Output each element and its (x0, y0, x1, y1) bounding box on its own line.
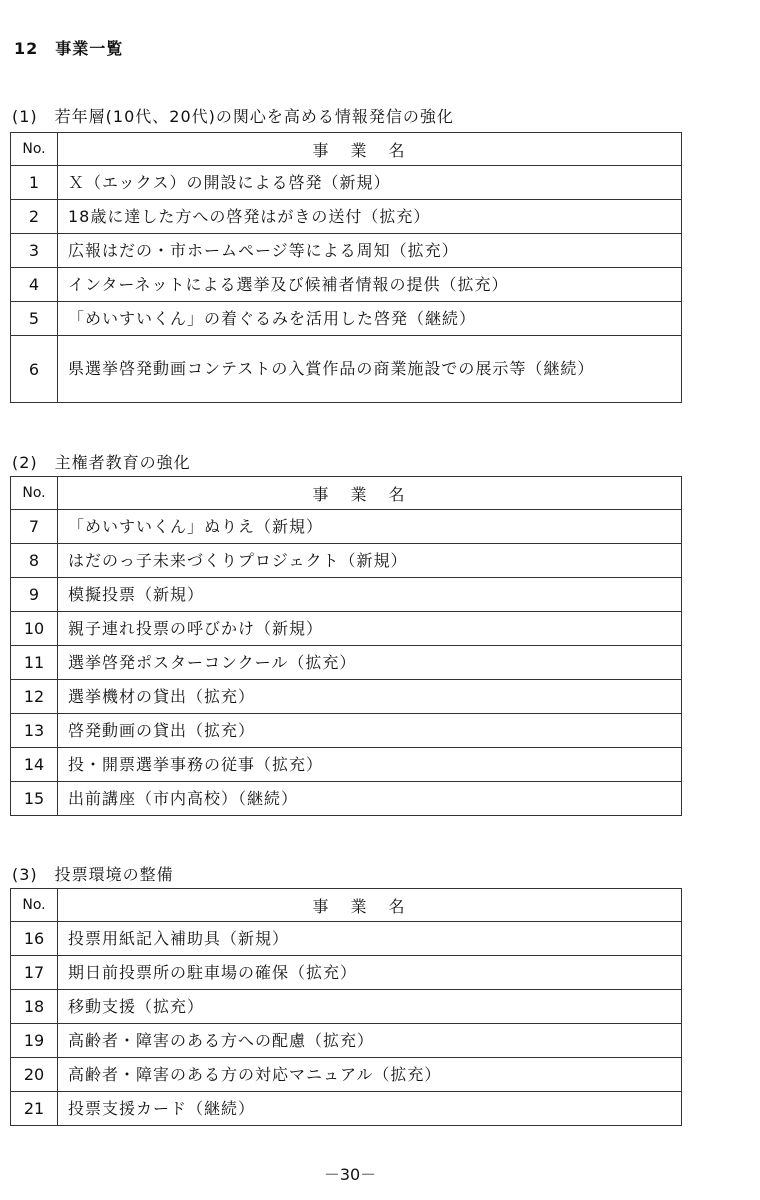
table-row (11, 922, 682, 956)
row-no: 20 (11, 1058, 58, 1092)
page-number: －30－ (323, 1165, 377, 1184)
row-no: 1 (11, 166, 58, 200)
table-row (11, 544, 682, 578)
section-3-heading: (3) 投票環境の整備 (12, 865, 174, 884)
row-name: 選挙機材の貸出（拡充） (58, 680, 682, 714)
row-name: 高齢者・障害のある方の対応マニュアル（拡充） (58, 1058, 682, 1092)
table-header-row (11, 889, 682, 922)
table-row (11, 510, 682, 544)
row-no: 16 (11, 922, 58, 956)
table-row (11, 336, 682, 403)
row-no: 3 (11, 234, 58, 268)
column-header-no: No. (11, 477, 58, 510)
row-name: 移動支援（拡充） (58, 990, 682, 1024)
row-no: 10 (11, 612, 58, 646)
column-header-name: 事業名 (58, 889, 682, 922)
column-header-no: No. (11, 133, 58, 166)
row-name: はだのっ子未来づくりプロジェクト（新規） (58, 544, 682, 578)
table-row (11, 990, 682, 1024)
row-no: 17 (11, 956, 58, 990)
row-name: 「めいすいくん」ぬりえ（新規） (58, 510, 682, 544)
section-1-table (10, 132, 682, 403)
table-header-row (11, 477, 682, 510)
row-no: 13 (11, 714, 58, 748)
row-no: 21 (11, 1092, 58, 1126)
document-title: 12 事業一覧 (14, 39, 124, 58)
row-name: 投票用紙記入補助具（新規） (58, 922, 682, 956)
row-name: Ｘ（エックス）の開設による啓発（新規） (58, 166, 682, 200)
table-row (11, 1058, 682, 1092)
row-no: 12 (11, 680, 58, 714)
row-name: 選挙啓発ポスターコンクール（拡充） (58, 646, 682, 680)
table-row (11, 956, 682, 990)
row-no: 5 (11, 302, 58, 336)
row-name: 啓発動画の貸出（拡充） (58, 714, 682, 748)
row-no: 6 (11, 336, 58, 403)
row-no: 8 (11, 544, 58, 578)
section-3-table (10, 888, 682, 1126)
row-no: 9 (11, 578, 58, 612)
row-name: 「めいすいくん」の着ぐるみを活用した啓発（継続） (58, 302, 682, 336)
row-name: 18歳に達した方への啓発はがきの送付（拡充） (58, 200, 682, 234)
row-name: 高齢者・障害のある方への配慮（拡充） (58, 1024, 682, 1058)
table-row (11, 1092, 682, 1126)
table-header-row (11, 133, 682, 166)
row-no: 15 (11, 782, 58, 816)
row-name: インターネットによる選挙及び候補者情報の提供（拡充） (58, 268, 682, 302)
row-name: 県選挙啓発動画コンテストの入賞作品の商業施設での展示等（継続） (58, 336, 682, 403)
row-name: 親子連れ投票の呼びかけ（新規） (58, 612, 682, 646)
table-row (11, 234, 682, 268)
row-no: 18 (11, 990, 58, 1024)
table-row (11, 1024, 682, 1058)
table-row (11, 578, 682, 612)
column-header-no: No. (11, 889, 58, 922)
row-no: 4 (11, 268, 58, 302)
table-row (11, 646, 682, 680)
table-row (11, 714, 682, 748)
row-no: 2 (11, 200, 58, 234)
row-name: 出前講座（市内高校）（継続） (58, 782, 682, 816)
section-2-table (10, 476, 682, 816)
section-2-heading: (2) 主権者教育の強化 (12, 453, 191, 472)
table-row (11, 782, 682, 816)
row-no: 11 (11, 646, 58, 680)
column-header-name: 事業名 (58, 477, 682, 510)
table-row (11, 680, 682, 714)
table-row (11, 302, 682, 336)
column-header-name: 事業名 (58, 133, 682, 166)
table-row (11, 748, 682, 782)
table-row (11, 200, 682, 234)
table-row (11, 268, 682, 302)
row-no: 7 (11, 510, 58, 544)
row-no: 19 (11, 1024, 58, 1058)
row-name: 投票支援カード（継続） (58, 1092, 682, 1126)
table-row (11, 612, 682, 646)
row-name: 広報はだの・市ホームページ等による周知（拡充） (58, 234, 682, 268)
row-name: 模擬投票（新規） (58, 578, 682, 612)
row-name: 投・開票選挙事務の従事（拡充） (58, 748, 682, 782)
row-no: 14 (11, 748, 58, 782)
row-name: 期日前投票所の駐車場の確保（拡充） (58, 956, 682, 990)
section-1-heading: (1) 若年層(10代、20代)の関心を高める情報発信の強化 (12, 107, 454, 126)
table-row (11, 166, 682, 200)
